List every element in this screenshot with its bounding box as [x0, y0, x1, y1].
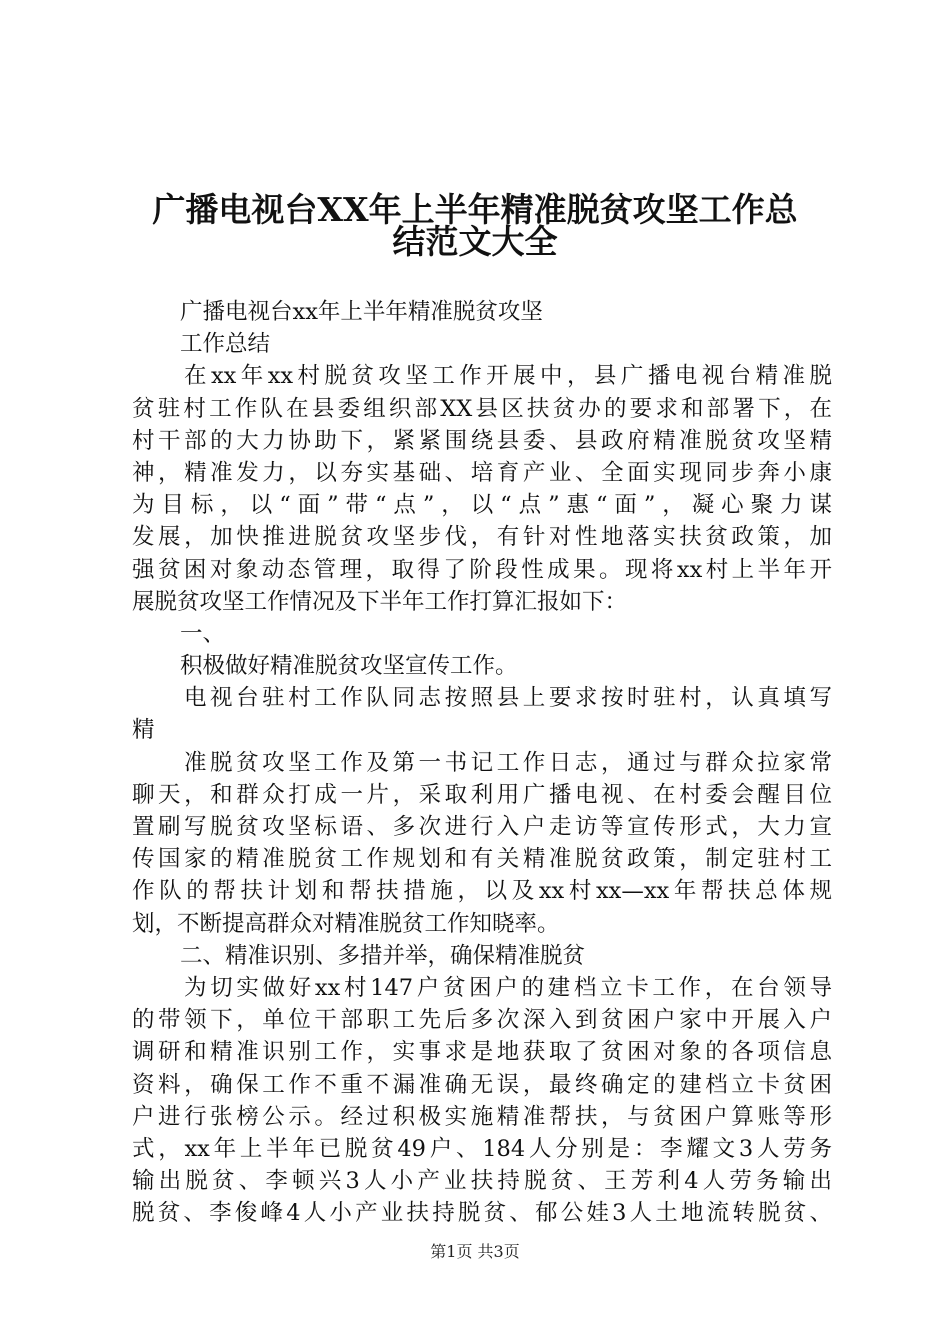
text-line: 户进行张榜公示。经过积极实施精准帮扶，与贫困户算账等形: [132, 1103, 832, 1130]
document-title-line-2: 结范文大全: [392, 222, 558, 261]
document-title-line-1: 广播电视台XX年上半年精准脱贫攻坚工作总: [152, 190, 798, 229]
text-line: 二、精准识别、多措并举，确保精准脱贫: [180, 942, 586, 969]
text-line: 在xx年xx村脱贫攻坚工作开展中，县广播电视台精准脱: [184, 363, 832, 390]
text-line: 脱贫、李俊峰4人小产业扶持脱贫、郁公娃3人土地流转脱贫、: [132, 1200, 832, 1227]
text-line: 传国家的精准脱贫工作规划和有关精准脱贫政策，制定驻村工: [132, 846, 832, 873]
text-line: 置刷写脱贫攻坚标语、多次进行入户走访等宣传形式，大力宣: [132, 814, 832, 840]
text-line: 作队的帮扶计划和帮扶措施，以及xx村xx—xx年帮扶总体规: [132, 878, 832, 905]
text-line: 准脱贫攻坚工作及第一书记工作日志，通过与群众拉家常: [184, 749, 832, 776]
text-line: 调研和精准识别工作，实事求是地获取了贫困对象的各项信息: [132, 1039, 832, 1066]
text-line: 工作总结: [180, 331, 271, 358]
document-body: [132, 296, 832, 1229]
text-line: 村干部的大力协助下，紧紧围绕县委、县政府精准脱贫攻坚精: [132, 427, 832, 454]
text-line: 强贫困对象动态管理，取得了阶段性成果。现将xx村上半年开: [132, 556, 832, 583]
text-line: 贫驻村工作队在县委组织部XX县区扶贫办的要求和部署下，在: [132, 395, 832, 422]
text-line: 划，不断提高群众对精准脱贫工作知晓率。: [132, 910, 560, 937]
text-line: 发展，加快推进脱贫攻坚步伐，有针对性地落实扶贫政策，加: [132, 524, 832, 551]
text-line: 聊天，和群众打成一片，采取利用广播电视、在村委会醒目位: [132, 781, 832, 808]
text-line: 广播电视台xx年上半年精准脱贫攻坚: [180, 299, 543, 325]
text-line: 积极做好精准脱贫攻坚宣传工作。: [180, 653, 518, 680]
text-line: 的带领下，单位干部职工先后多次深入到贫困户家中开展入户: [132, 1007, 832, 1034]
text-line: 展脱贫攻坚工作情况及下半年工作打算汇报如下：: [132, 588, 628, 615]
text-line: 一、: [180, 620, 226, 647]
text-line: 精: [132, 717, 155, 744]
text-line: 为切实做好xx村147户贫困户的建档立卡工作，在台领导: [184, 974, 832, 1001]
text-line: 资料，确保工作不重不漏准确无误，最终确定的建档立卡贫困: [132, 1071, 832, 1098]
text-line: 式，xx年上半年已脱贫49户、184人分别是：李耀文3人劳务: [132, 1135, 832, 1162]
text-line: 电视台驻村工作队同志按照县上要求按时驻村，认真填写: [184, 685, 832, 712]
text-line: 输出脱贫、李顿兴3人小产业扶持脱贫、王芳利4人劳务输出: [132, 1168, 832, 1195]
text-line: 为目标，以“面”带“点”，以“点”惠“面”，凝心聚力谋: [132, 492, 832, 519]
text-line: 神，精准发力，以夯实基础、培育产业、全面实现同步奔小康: [132, 459, 832, 486]
page-footer: 第1页 共3页: [430, 1242, 520, 1261]
